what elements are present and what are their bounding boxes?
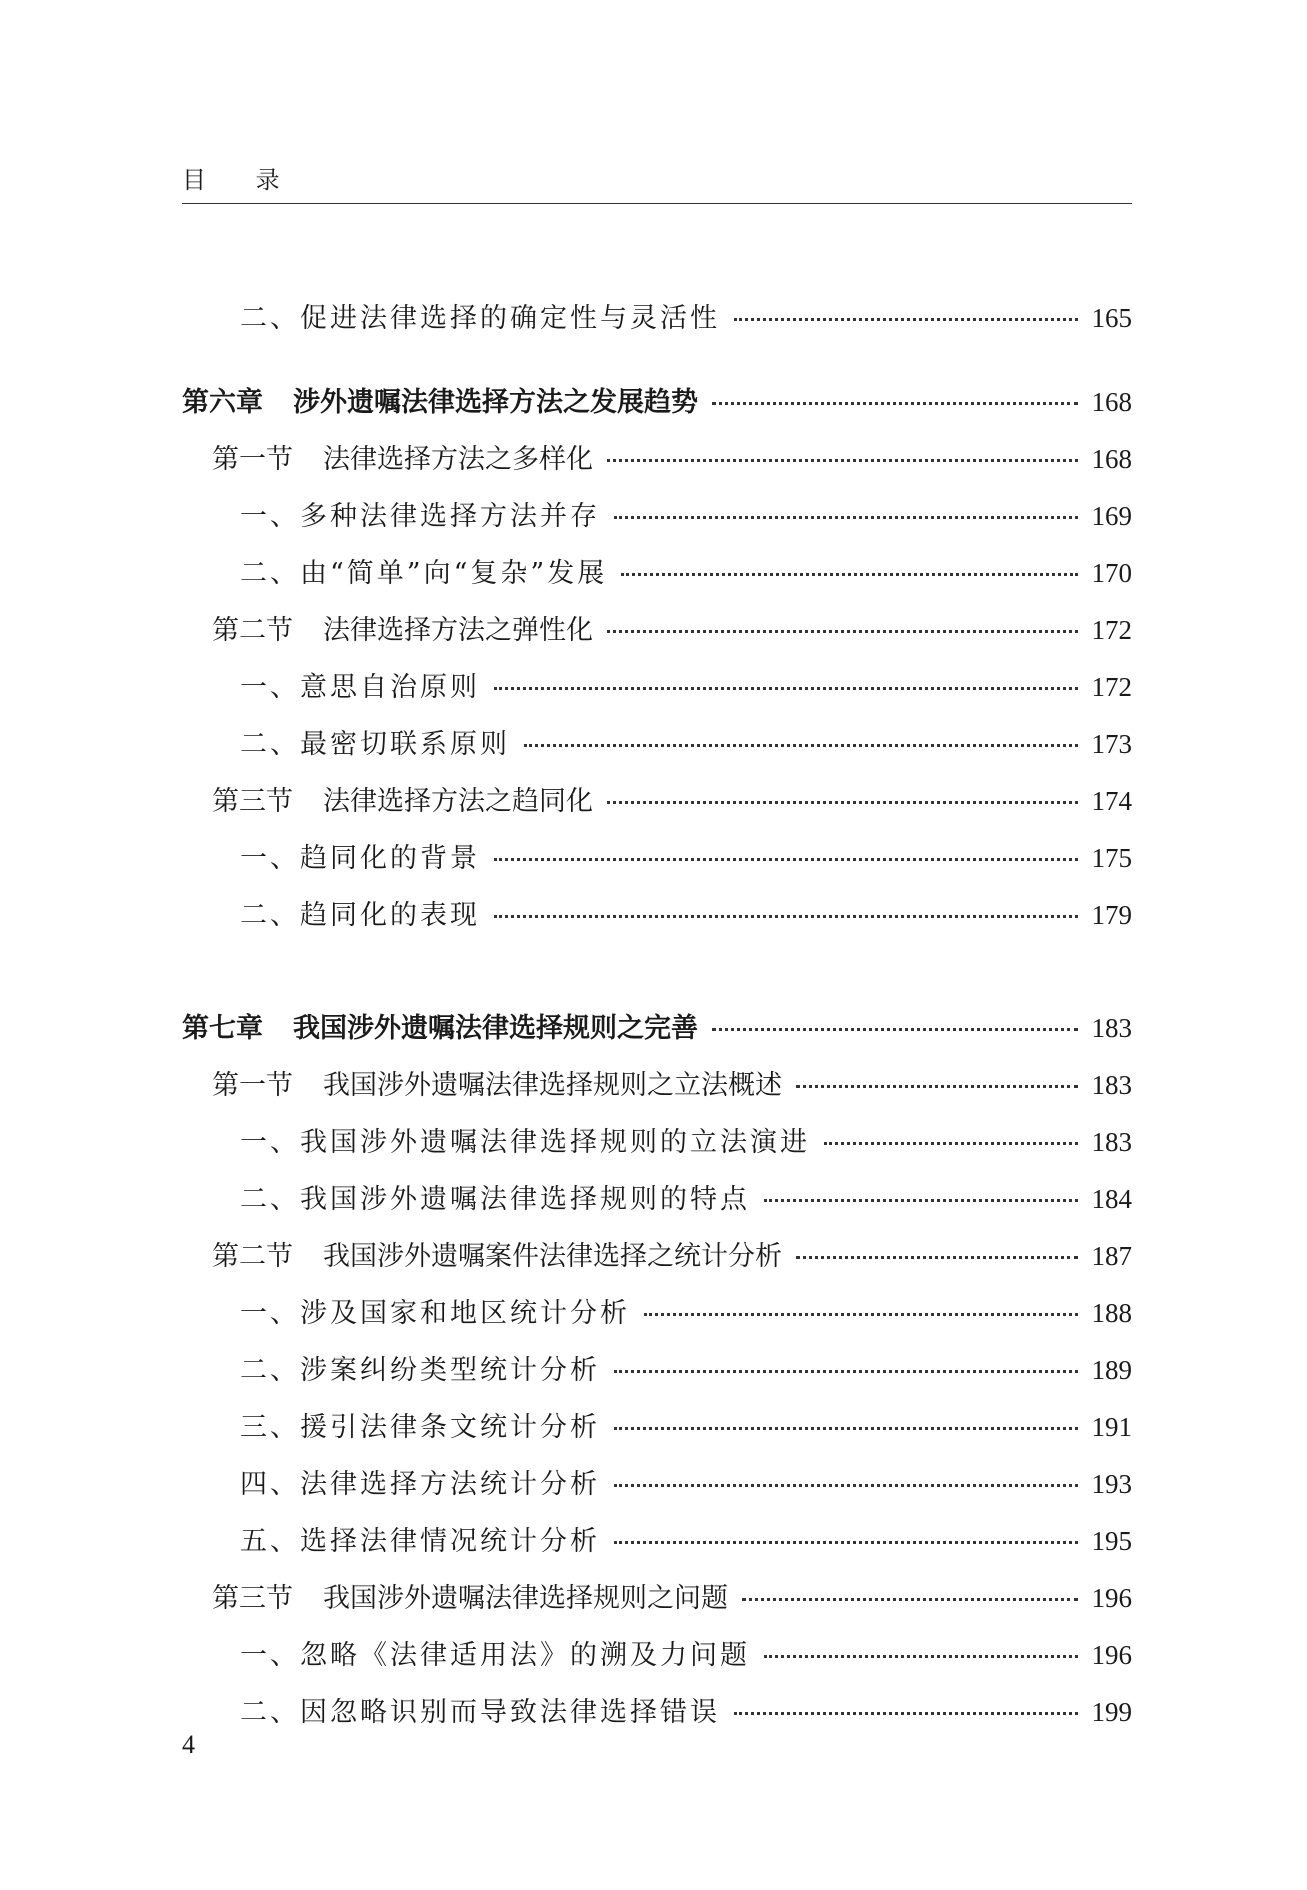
toc-item[interactable] <box>240 1519 1132 1559</box>
toc-item[interactable] <box>240 1120 1132 1160</box>
dot-leader <box>614 1427 1078 1430</box>
chapter-prefix: 第七章 <box>182 1013 263 1044</box>
dot-leader <box>742 1598 1078 1601</box>
toc-section[interactable] <box>212 437 1132 477</box>
toc-page-number: 191 <box>1091 1412 1132 1442</box>
dot-leader <box>796 1256 1078 1259</box>
section-prefix: 第三节 <box>212 1583 293 1614</box>
toc-item-label: 二、最密切联系原则 <box>240 729 510 760</box>
toc-section[interactable] <box>212 779 1132 819</box>
toc-page-number: 168 <box>1091 387 1132 417</box>
header-char-1: 目 <box>182 166 208 194</box>
dot-leader <box>824 1142 1078 1145</box>
dot-leader <box>614 1484 1078 1487</box>
section-prefix: 第二节 <box>212 1241 293 1272</box>
toc-item[interactable] <box>240 551 1132 591</box>
toc-section[interactable] <box>212 1063 1132 1103</box>
section-title: 法律选择方法之多样化 <box>323 444 593 475</box>
section-prefix: 第一节 <box>212 444 293 475</box>
toc-section[interactable] <box>212 1234 1132 1274</box>
toc-item-label: 一、意思自治原则 <box>240 672 480 703</box>
dot-leader <box>796 1085 1078 1088</box>
toc-item-label: 二、我国涉外遗嘱法律选择规则的特点 <box>240 1184 750 1215</box>
toc-page-number: 165 <box>1091 303 1132 333</box>
toc-page-number: 170 <box>1091 558 1132 588</box>
toc-page-number: 172 <box>1091 615 1132 645</box>
running-header <box>182 160 282 195</box>
toc-item[interactable] <box>240 296 1132 336</box>
header-rule <box>182 203 1132 204</box>
dot-leader <box>764 1655 1078 1658</box>
toc-item-label: 二、涉案纠纷类型统计分析 <box>240 1355 600 1386</box>
toc-chapter[interactable] <box>182 380 1132 420</box>
toc-page-number: 175 <box>1091 843 1132 873</box>
toc-page-number: 174 <box>1091 786 1132 816</box>
toc-item[interactable] <box>240 494 1132 534</box>
dot-leader <box>712 402 1078 405</box>
toc-item-label: 一、忽略《法律适用法》的溯及力问题 <box>240 1640 750 1671</box>
toc-item-label: 一、多种法律选择方法并存 <box>240 501 600 532</box>
dot-leader <box>494 687 1078 690</box>
toc-item-label: 二、促进法律选择的确定性与灵活性 <box>240 303 720 334</box>
chapter-title: 我国涉外遗嘱法律选择规则之完善 <box>293 1013 698 1044</box>
dot-leader <box>712 1028 1078 1031</box>
dot-leader <box>734 318 1078 321</box>
section-prefix: 第三节 <box>212 786 293 817</box>
toc-page-number: 193 <box>1091 1469 1132 1499</box>
section-prefix: 第二节 <box>212 615 293 646</box>
dot-leader <box>734 1712 1078 1715</box>
dot-leader <box>494 915 1078 918</box>
toc-item-label: 二、由“简单”向“复杂”发展 <box>240 558 608 589</box>
toc-item[interactable] <box>240 1177 1132 1217</box>
toc-item-label: 一、涉及国家和地区统计分析 <box>240 1298 630 1329</box>
toc-page-number: 183 <box>1091 1070 1132 1100</box>
toc-section[interactable] <box>212 608 1132 648</box>
header-char-2: 录 <box>255 166 282 194</box>
toc-item[interactable] <box>240 1462 1132 1502</box>
page-number: 4 <box>182 1730 195 1759</box>
toc-item[interactable] <box>240 1690 1132 1730</box>
toc-chapter[interactable] <box>182 1006 1132 1046</box>
toc-item[interactable] <box>240 722 1132 762</box>
toc-item-label: 五、选择法律情况统计分析 <box>240 1526 600 1557</box>
dot-leader <box>764 1199 1078 1202</box>
section-title: 我国涉外遗嘱法律选择规则之问题 <box>323 1583 728 1614</box>
toc-item[interactable] <box>240 665 1132 705</box>
toc-page-number: 187 <box>1091 1241 1132 1271</box>
dot-leader <box>607 630 1078 633</box>
chapter-title: 涉外遗嘱法律选择方法之发展趋势 <box>293 387 698 418</box>
section-title: 我国涉外遗嘱法律选择规则之立法概述 <box>323 1070 782 1101</box>
toc-item[interactable] <box>240 1405 1132 1445</box>
toc-page-number: 183 <box>1091 1013 1132 1043</box>
toc-item[interactable] <box>240 893 1132 933</box>
toc-page-number: 196 <box>1091 1583 1132 1613</box>
toc-page-number: 184 <box>1091 1184 1132 1214</box>
toc-item[interactable] <box>240 836 1132 876</box>
toc-item-label: 三、援引法律条文统计分析 <box>240 1412 600 1443</box>
toc-item[interactable] <box>240 1348 1132 1388</box>
toc-page-number: 189 <box>1091 1355 1132 1385</box>
toc-page-number: 169 <box>1091 501 1132 531</box>
dot-leader <box>644 1313 1078 1316</box>
toc-item-label: 四、法律选择方法统计分析 <box>240 1469 600 1500</box>
toc-page-number: 168 <box>1091 444 1132 474</box>
toc-item-label: 一、我国涉外遗嘱法律选择规则的立法演进 <box>240 1127 810 1158</box>
toc-page-number: 195 <box>1091 1526 1132 1556</box>
toc-item-label: 二、因忽略识别而导致法律选择错误 <box>240 1697 720 1728</box>
toc-item[interactable] <box>240 1291 1132 1331</box>
toc-page-number: 183 <box>1091 1127 1132 1157</box>
toc-page-number: 173 <box>1091 729 1132 759</box>
dot-leader <box>621 573 1078 576</box>
toc-item-label: 一、趋同化的背景 <box>240 843 480 874</box>
toc-item-label: 二、趋同化的表现 <box>240 900 480 931</box>
toc-page-number: 188 <box>1091 1298 1132 1328</box>
toc-page-number: 172 <box>1091 672 1132 702</box>
section-prefix: 第一节 <box>212 1070 293 1101</box>
section-title: 法律选择方法之弹性化 <box>323 615 593 646</box>
toc-page-number: 179 <box>1091 900 1132 930</box>
dot-leader <box>494 858 1078 861</box>
section-title: 法律选择方法之趋同化 <box>323 786 593 817</box>
dot-leader <box>614 1370 1078 1373</box>
toc-item[interactable] <box>240 1633 1132 1673</box>
toc-page-number: 199 <box>1091 1697 1132 1727</box>
section-title: 我国涉外遗嘱案件法律选择之统计分析 <box>323 1241 782 1272</box>
dot-leader <box>607 801 1078 804</box>
chapter-prefix: 第六章 <box>182 387 263 418</box>
dot-leader <box>524 744 1078 747</box>
toc-section[interactable] <box>212 1576 1132 1616</box>
dot-leader <box>614 1541 1078 1544</box>
dot-leader <box>607 459 1078 462</box>
toc-page-number: 196 <box>1091 1640 1132 1670</box>
dot-leader <box>614 516 1078 519</box>
